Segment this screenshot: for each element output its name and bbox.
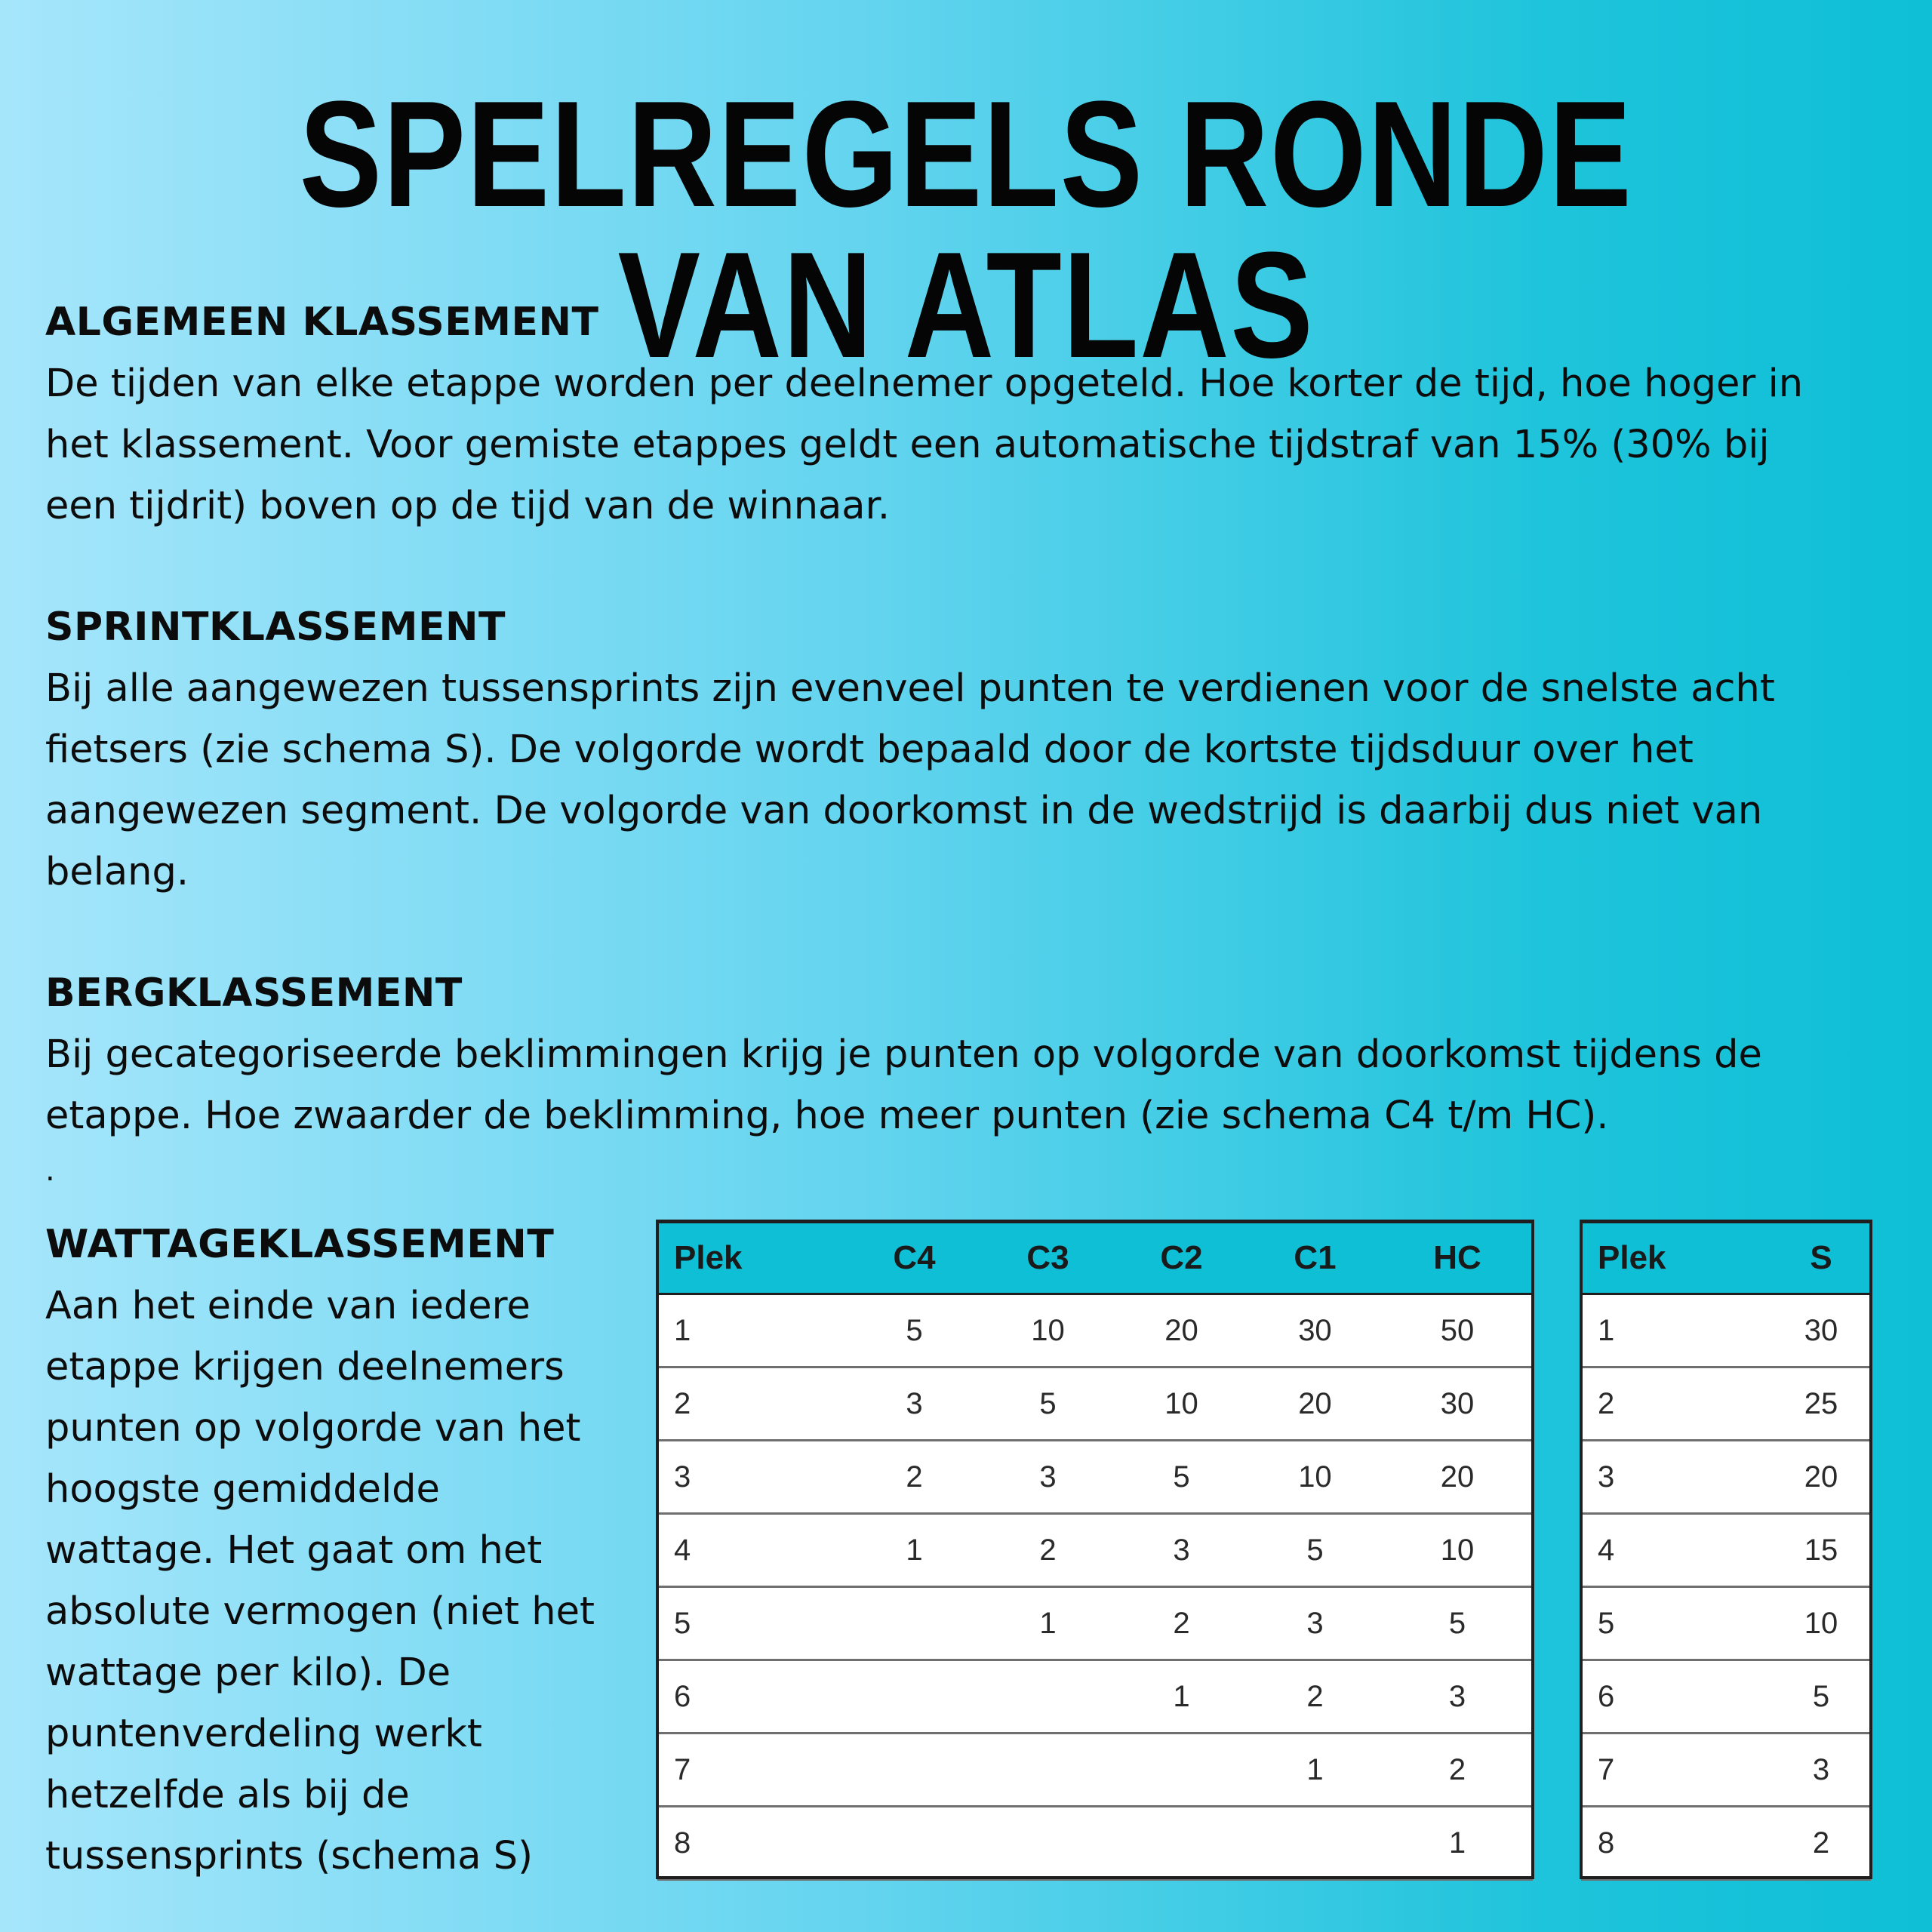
table-cell: 2 xyxy=(1115,1587,1248,1660)
text-line: aangewezen segment. De volgorde van doorkomst in de wedstrijd is daarbij dus niet van xyxy=(45,789,1763,833)
table-cell: 20 xyxy=(1771,1441,1871,1514)
section-heading: WATTAGEKLASSEMENT xyxy=(45,1222,555,1267)
text-line: etappe krijgen deelnemers xyxy=(45,1345,565,1389)
table-cell: 3 xyxy=(657,1441,848,1514)
table-cell xyxy=(848,1807,981,1880)
table-row xyxy=(1581,1734,1871,1807)
table-row xyxy=(1581,1807,1871,1880)
table-cell: 1 xyxy=(1382,1807,1533,1880)
text-line: Bij alle aangewezen tussensprints zijn evenveel punten te verdienen voor de snelste acht xyxy=(45,666,1775,711)
table-cell: 10 xyxy=(1115,1367,1248,1441)
table-cell: 30 xyxy=(1382,1367,1533,1441)
table-cell: 3 xyxy=(1382,1660,1533,1734)
table-cell: 1 xyxy=(848,1514,981,1587)
text-line: een tijdrit) boven op de tijd van de winnaar. xyxy=(45,484,891,528)
text-line: wattage. Het gaat om het xyxy=(45,1528,543,1573)
table-cell: 20 xyxy=(1115,1294,1248,1367)
table-cell xyxy=(848,1734,981,1807)
column-header: Plek xyxy=(1581,1223,1771,1294)
table-cell: 2 xyxy=(1581,1367,1771,1441)
sprint-points-table xyxy=(1581,1221,1871,1881)
section-text xyxy=(45,1275,619,1887)
table-cell: 1 xyxy=(981,1587,1115,1660)
section-heading: BERGKLASSEMENT xyxy=(45,971,463,1016)
text-line: hoogste gemiddelde xyxy=(45,1467,440,1512)
column-header: C2 xyxy=(1115,1223,1248,1294)
table-cell: 20 xyxy=(1382,1441,1533,1514)
table-row xyxy=(657,1660,1533,1734)
column-header: S xyxy=(1771,1223,1871,1294)
table-cell: 2 xyxy=(848,1441,981,1514)
table-cell: 30 xyxy=(1248,1294,1382,1367)
section-text xyxy=(45,353,1872,537)
section-text xyxy=(45,1024,1872,1146)
column-header: C4 xyxy=(848,1223,981,1294)
table-cell: 10 xyxy=(1248,1441,1382,1514)
text-line: hetzelfde als bij de xyxy=(45,1773,410,1817)
table-cell: 5 xyxy=(848,1294,981,1367)
table-row xyxy=(657,1367,1533,1441)
table-row xyxy=(657,1441,1533,1514)
table-row xyxy=(1581,1660,1871,1734)
table-cell: 1 xyxy=(1115,1660,1248,1734)
table-cell: 15 xyxy=(1771,1514,1871,1587)
section-heading: ALGEMEEN KLASSEMENT xyxy=(45,300,599,345)
table-row xyxy=(1581,1367,1871,1441)
climb-points-table xyxy=(657,1221,1533,1881)
text-line: fietsers (zie schema S). De volgorde wordt bepaald door de kortste tijdsduur over het xyxy=(45,728,1694,772)
table-row xyxy=(657,1294,1533,1367)
table-row xyxy=(657,1514,1533,1587)
table-cell: 6 xyxy=(657,1660,848,1734)
table-cell: 5 xyxy=(981,1367,1115,1441)
table-cell xyxy=(981,1734,1115,1807)
table-cell: 5 xyxy=(1382,1587,1533,1660)
table-cell: 4 xyxy=(657,1514,848,1587)
column-header: HC xyxy=(1382,1223,1533,1294)
table-row xyxy=(657,1587,1533,1660)
table-cell: 2 xyxy=(657,1367,848,1441)
table-header-row xyxy=(657,1223,1533,1294)
text-line: De tijden van elke etappe worden per deelnemer opgeteld. Hoe korter de tijd, hoe hoger in xyxy=(45,361,1804,406)
table-cell: 50 xyxy=(1382,1294,1533,1367)
table-cell: 1 xyxy=(657,1294,848,1367)
table-cell: 8 xyxy=(657,1807,848,1880)
table-cell: 10 xyxy=(1771,1587,1871,1660)
table-cell: 2 xyxy=(1248,1660,1382,1734)
text-line: Aan het einde van iedere xyxy=(45,1284,531,1328)
table-cell: 1 xyxy=(1581,1294,1771,1367)
column-header: C1 xyxy=(1248,1223,1382,1294)
table-cell xyxy=(981,1807,1115,1880)
table-cell: 25 xyxy=(1771,1367,1871,1441)
table-row xyxy=(657,1807,1533,1880)
table-cell: 4 xyxy=(1581,1514,1771,1587)
text-line: punten op volgorde van het xyxy=(45,1406,581,1451)
text-line: absolute vermogen (niet het xyxy=(45,1589,595,1634)
text-line: wattage per kilo). De xyxy=(45,1651,451,1695)
table-row xyxy=(1581,1514,1871,1587)
table-cell xyxy=(848,1587,981,1660)
table-row xyxy=(1581,1587,1871,1660)
table-cell xyxy=(1248,1807,1382,1880)
table-cell xyxy=(848,1660,981,1734)
table-cell: 7 xyxy=(657,1734,848,1807)
column-header: C3 xyxy=(981,1223,1115,1294)
table-cell xyxy=(1115,1734,1248,1807)
table-cell xyxy=(1115,1807,1248,1880)
text-line: belang. xyxy=(45,850,189,894)
table-cell: 10 xyxy=(1382,1514,1533,1587)
table-cell: 3 xyxy=(1771,1734,1871,1807)
table-row xyxy=(1581,1294,1871,1367)
section-sprintklassement xyxy=(45,597,1872,903)
table-cell: 2 xyxy=(1382,1734,1533,1807)
table-cell: 3 xyxy=(1248,1587,1382,1660)
table-cell: 2 xyxy=(981,1514,1115,1587)
section-algemeen-klassement xyxy=(45,292,1872,537)
table-cell: 5 xyxy=(657,1587,848,1660)
table-row xyxy=(1581,1441,1871,1514)
table-cell: 5 xyxy=(1248,1514,1382,1587)
section-bergklassement xyxy=(45,963,1872,1146)
table-cell: 1 xyxy=(1248,1734,1382,1807)
table-cell: 30 xyxy=(1771,1294,1871,1367)
table-cell: 20 xyxy=(1248,1367,1382,1441)
page-title: SPELREGELS RONDE VAN ATLAS xyxy=(299,70,1633,389)
text-line: het klassement. Voor gemiste etappes geldt een automatische tijdstraf van 15% (30% bij xyxy=(45,423,1770,467)
separator-dot: . xyxy=(45,1153,55,1188)
table-cell: 3 xyxy=(1115,1514,1248,1587)
table-row xyxy=(657,1734,1533,1807)
table-cell: 10 xyxy=(981,1294,1115,1367)
table-cell: 3 xyxy=(848,1367,981,1441)
column-header: Plek xyxy=(657,1223,848,1294)
section-heading: SPRINTKLASSEMENT xyxy=(45,605,506,650)
table-cell: 6 xyxy=(1581,1660,1771,1734)
table-cell: 2 xyxy=(1771,1807,1871,1880)
table-cell: 7 xyxy=(1581,1734,1771,1807)
text-line: tussensprints (schema S) xyxy=(45,1834,533,1878)
table-cell: 5 xyxy=(1581,1587,1771,1660)
section-wattageklassement xyxy=(45,1214,619,1887)
table-cell: 3 xyxy=(981,1441,1115,1514)
table-cell xyxy=(981,1660,1115,1734)
text-line: puntenverdeling werkt xyxy=(45,1712,482,1756)
table-cell: 5 xyxy=(1115,1441,1248,1514)
table-cell: 8 xyxy=(1581,1807,1771,1880)
table-cell: 3 xyxy=(1581,1441,1771,1514)
text-line: Bij gecategoriseerde beklimmingen krijg je punten op volgorde van doorkomst tijdens de xyxy=(45,1032,1762,1077)
text-line: etappe. Hoe zwaarder de beklimming, hoe meer punten (zie schema C4 t/m HC). xyxy=(45,1094,1609,1138)
table-cell: 5 xyxy=(1771,1660,1871,1734)
section-text xyxy=(45,658,1872,903)
table-header-row xyxy=(1581,1223,1871,1294)
